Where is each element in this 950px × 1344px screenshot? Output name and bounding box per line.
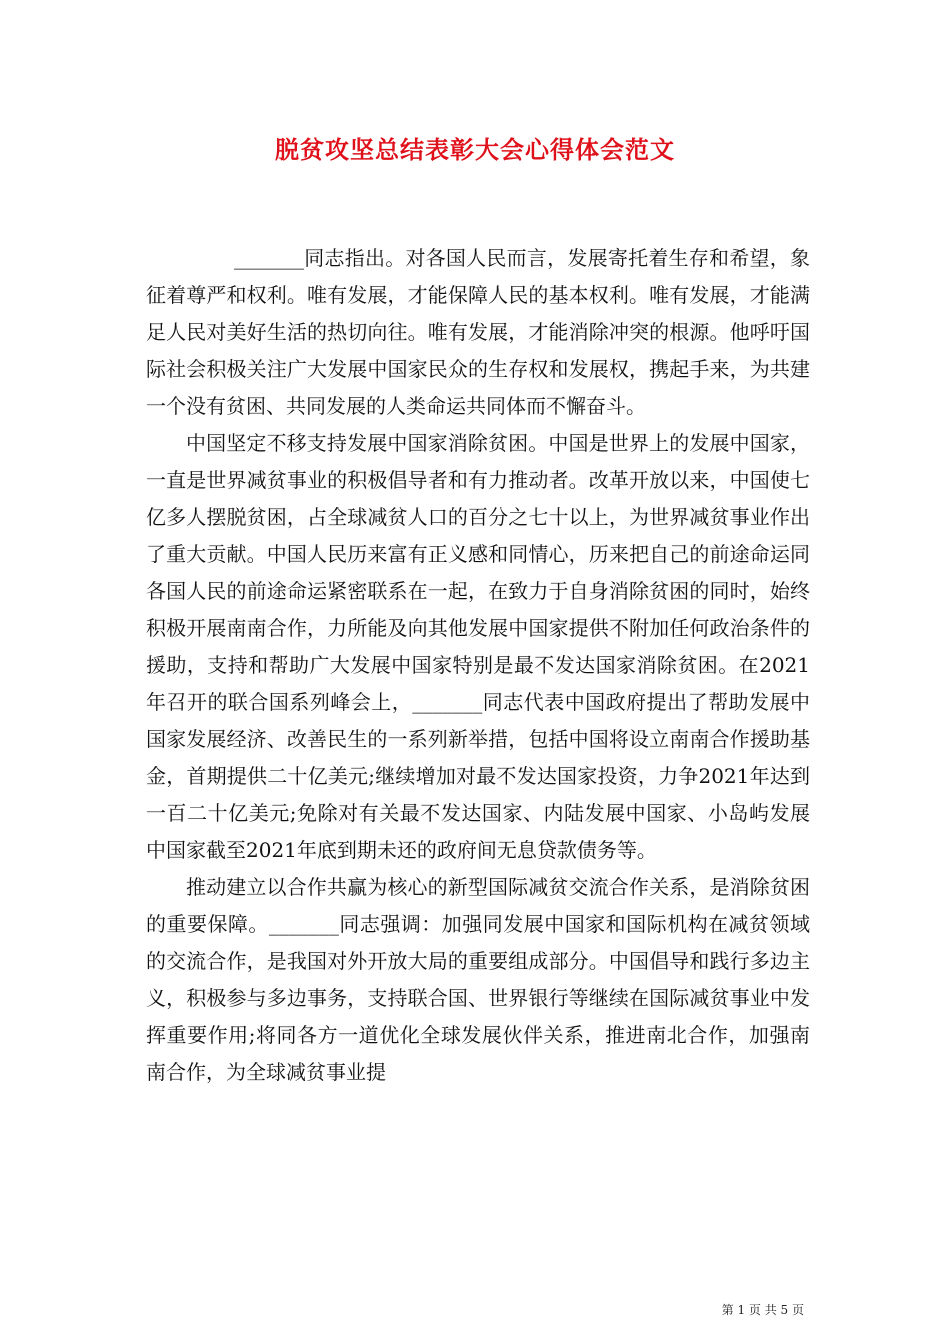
paragraph-2: 中国坚定不移支持发展中国家消除贫困。中国是世界上的发展中国家，一直是世界减贫事业的积极倡导者和有力推动者。改革开放以来，中国使七亿多人摆脱贫困，占全球减贫人口的百分之七十以上，为世界减贫事业作出了重大贡献。中国人民历来富有正义感和同情心，历来把自己的前途命运同各国人民的前途命运紧密联系在一起，在致力于自身消除贫困的同时，始终积极开展南南合作，力所能及向其他发展中国家提供不附加任何政治条件的援助，支持和帮助广大发展中国家特别是最不发达国家消除贫困。在2021年召开的联合国系列峰会上，_______同志代表中国政府提出了帮助发展中国家发展经济、改善民生的一系列新举措，包括中国将设立南南合作援助基金，首期提供二十亿美元;继续增加对最不发达国家投资，力争2021年达到一百二十亿美元;免除对有关最不发达国家、内陆发展中国家、小岛屿发展中国家截至2021年底到期未还的政府间无息贷款债务等。: [146, 431, 810, 862]
document-title: 脱贫攻坚总结表彰大会心得体会范文: [275, 135, 675, 164]
paragraph-1: _______同志指出。对各国人民而言，发展寄托着生存和希望，象征着尊严和权利。唯有发展，才能保障人民的基本权利。唯有发展，才能满足人民对美好生活的热切向往。唯有发展，才能消除冲突的根源。他呼吁国际社会积极关注广大发展中国家民众的生存权和发展权，携起手来，为共建一个没有贫困、共同发展的人类命运共同体而不懈奋斗。: [146, 246, 810, 418]
document-body: [146, 240, 810, 1091]
page-number-footer: 第 1 页 共 5 页: [721, 1303, 804, 1317]
paragraph-3: 推动建立以合作共赢为核心的新型国际减贫交流合作关系，是消除贫困的重要保障。_______同志强调：加强同发展中国家和国际机构在减贫领域的交流合作，是我国对外开放大局的重要组成部分。中国倡导和践行多边主义，积极参与多边事务，支持联合国、世界银行等继续在国际减贫事业中发挥重要作用;将同各方一道优化全球发展伙伴关系，推进南北合作，加强南南合作，为全球减贫事业提: [146, 875, 810, 1084]
